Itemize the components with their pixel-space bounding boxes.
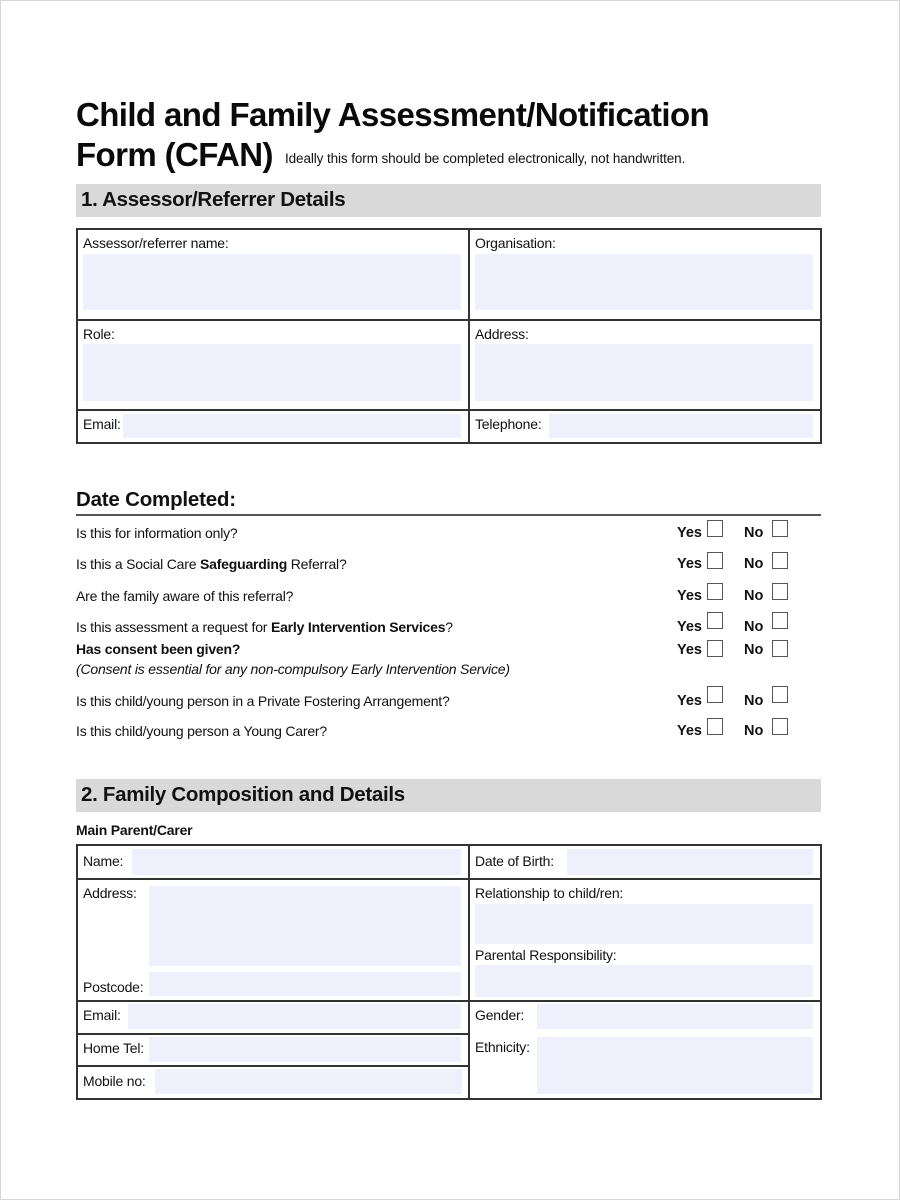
mobile-input[interactable]: [155, 1069, 462, 1094]
row-divider: [78, 1033, 468, 1035]
relationship-label: Relationship to child/ren:: [475, 885, 624, 901]
address-input[interactable]: [475, 344, 813, 401]
q1-yes-checkbox[interactable]: [707, 520, 723, 537]
form-instructions: Ideally this form should be completed electronically, not handwritten.: [285, 151, 686, 166]
relationship-input[interactable]: [475, 904, 813, 944]
parent-email-label: Email:: [83, 1007, 121, 1023]
parent-email-input[interactable]: [128, 1004, 461, 1029]
assessor-name-input[interactable]: [83, 254, 461, 310]
role-input[interactable]: [83, 344, 461, 401]
organisation-label: Organisation:: [475, 235, 556, 251]
telephone-input[interactable]: [549, 414, 813, 438]
question-safeguarding-referral: Is this a Social Care Safeguarding Referral?: [76, 556, 347, 572]
no-label: No: [744, 556, 764, 572]
no-label: No: [744, 723, 764, 739]
section2-header: [76, 779, 821, 812]
question-consent-given: Has consent been given?: [76, 641, 241, 657]
ethnicity-input[interactable]: [537, 1037, 813, 1094]
row-divider: [78, 1000, 820, 1002]
q4-yes-checkbox[interactable]: [707, 612, 723, 629]
row-divider: [78, 409, 820, 411]
q3-yes-checkbox[interactable]: [707, 583, 723, 600]
parent-address-label: Address:: [83, 885, 137, 901]
row-divider: [78, 1065, 468, 1067]
no-label: No: [744, 642, 764, 658]
consent-note: (Consent is essential for any non-compulsory Early Intervention Service): [76, 661, 510, 677]
yes-label: Yes: [677, 588, 702, 604]
postcode-label: Postcode:: [83, 979, 144, 995]
date-completed-heading: Date Completed:: [76, 488, 236, 511]
section1-header: [76, 184, 821, 217]
row-divider: [78, 319, 820, 321]
ethnicity-label: Ethnicity:: [475, 1039, 530, 1055]
row-divider: [78, 878, 820, 880]
email-label: Email:: [83, 416, 121, 432]
gender-label: Gender:: [475, 1007, 525, 1023]
no-label: No: [744, 693, 764, 709]
question-family-aware: Are the family aware of this referral?: [76, 588, 294, 604]
q5-no-checkbox[interactable]: [772, 640, 788, 657]
yes-label: Yes: [677, 556, 702, 572]
gender-input[interactable]: [537, 1004, 813, 1029]
date-completed-rule: [76, 514, 821, 516]
no-label: No: [744, 588, 764, 604]
telephone-label: Telephone:: [475, 416, 542, 432]
parent-name-input[interactable]: [132, 849, 461, 875]
parent-name-label: Name:: [83, 853, 124, 869]
organisation-input[interactable]: [475, 254, 813, 310]
yes-label: Yes: [677, 693, 702, 709]
q3-no-checkbox[interactable]: [772, 583, 788, 600]
email-input[interactable]: [123, 414, 461, 438]
date-of-birth-label: Date of Birth:: [475, 853, 554, 869]
q6-no-checkbox[interactable]: [772, 686, 788, 703]
main-parent-carer-table: [76, 844, 822, 1100]
form-title-line1: Child and Family Assessment/Notification: [76, 96, 710, 133]
question-young-carer: Is this child/young person a Young Carer?: [76, 723, 327, 739]
yes-label: Yes: [677, 642, 702, 658]
no-label: No: [744, 619, 764, 635]
q6-yes-checkbox[interactable]: [707, 686, 723, 703]
yes-label: Yes: [677, 619, 702, 635]
home-tel-label: Home Tel:: [83, 1040, 144, 1056]
mobile-label: Mobile no:: [83, 1073, 146, 1089]
address-label: Address:: [475, 326, 529, 342]
question-early-intervention: Is this assessment a request for Early Intervention Services?: [76, 619, 453, 635]
q7-yes-checkbox[interactable]: [707, 718, 723, 735]
yes-label: Yes: [677, 525, 702, 541]
section2-heading: 2. Family Composition and Details: [81, 783, 405, 806]
main-parent-carer-label: Main Parent/Carer: [76, 822, 193, 838]
form-title-line2: Form (CFAN): [76, 136, 273, 173]
q2-no-checkbox[interactable]: [772, 552, 788, 569]
parental-responsibility-input[interactable]: [475, 965, 813, 997]
no-label: No: [744, 525, 764, 541]
q4-no-checkbox[interactable]: [772, 612, 788, 629]
parent-address-input[interactable]: [149, 886, 461, 966]
parental-responsibility-label: Parental Responsibility:: [475, 947, 617, 963]
home-tel-input[interactable]: [149, 1037, 461, 1062]
section1-heading: 1. Assessor/Referrer Details: [81, 188, 346, 211]
date-of-birth-input[interactable]: [567, 849, 813, 875]
question-information-only: Is this for information only?: [76, 525, 238, 541]
postcode-input[interactable]: [149, 972, 461, 996]
assessor-name-label: Assessor/referrer name:: [83, 235, 229, 251]
q7-no-checkbox[interactable]: [772, 718, 788, 735]
question-private-fostering: Is this child/young person in a Private Fostering Arrangement?: [76, 693, 450, 709]
q2-yes-checkbox[interactable]: [707, 552, 723, 569]
assessor-details-table: [76, 228, 822, 444]
q5-yes-checkbox[interactable]: [707, 640, 723, 657]
role-label: Role:: [83, 326, 115, 342]
yes-label: Yes: [677, 723, 702, 739]
q1-no-checkbox[interactable]: [772, 520, 788, 537]
column-divider: [468, 846, 470, 1098]
